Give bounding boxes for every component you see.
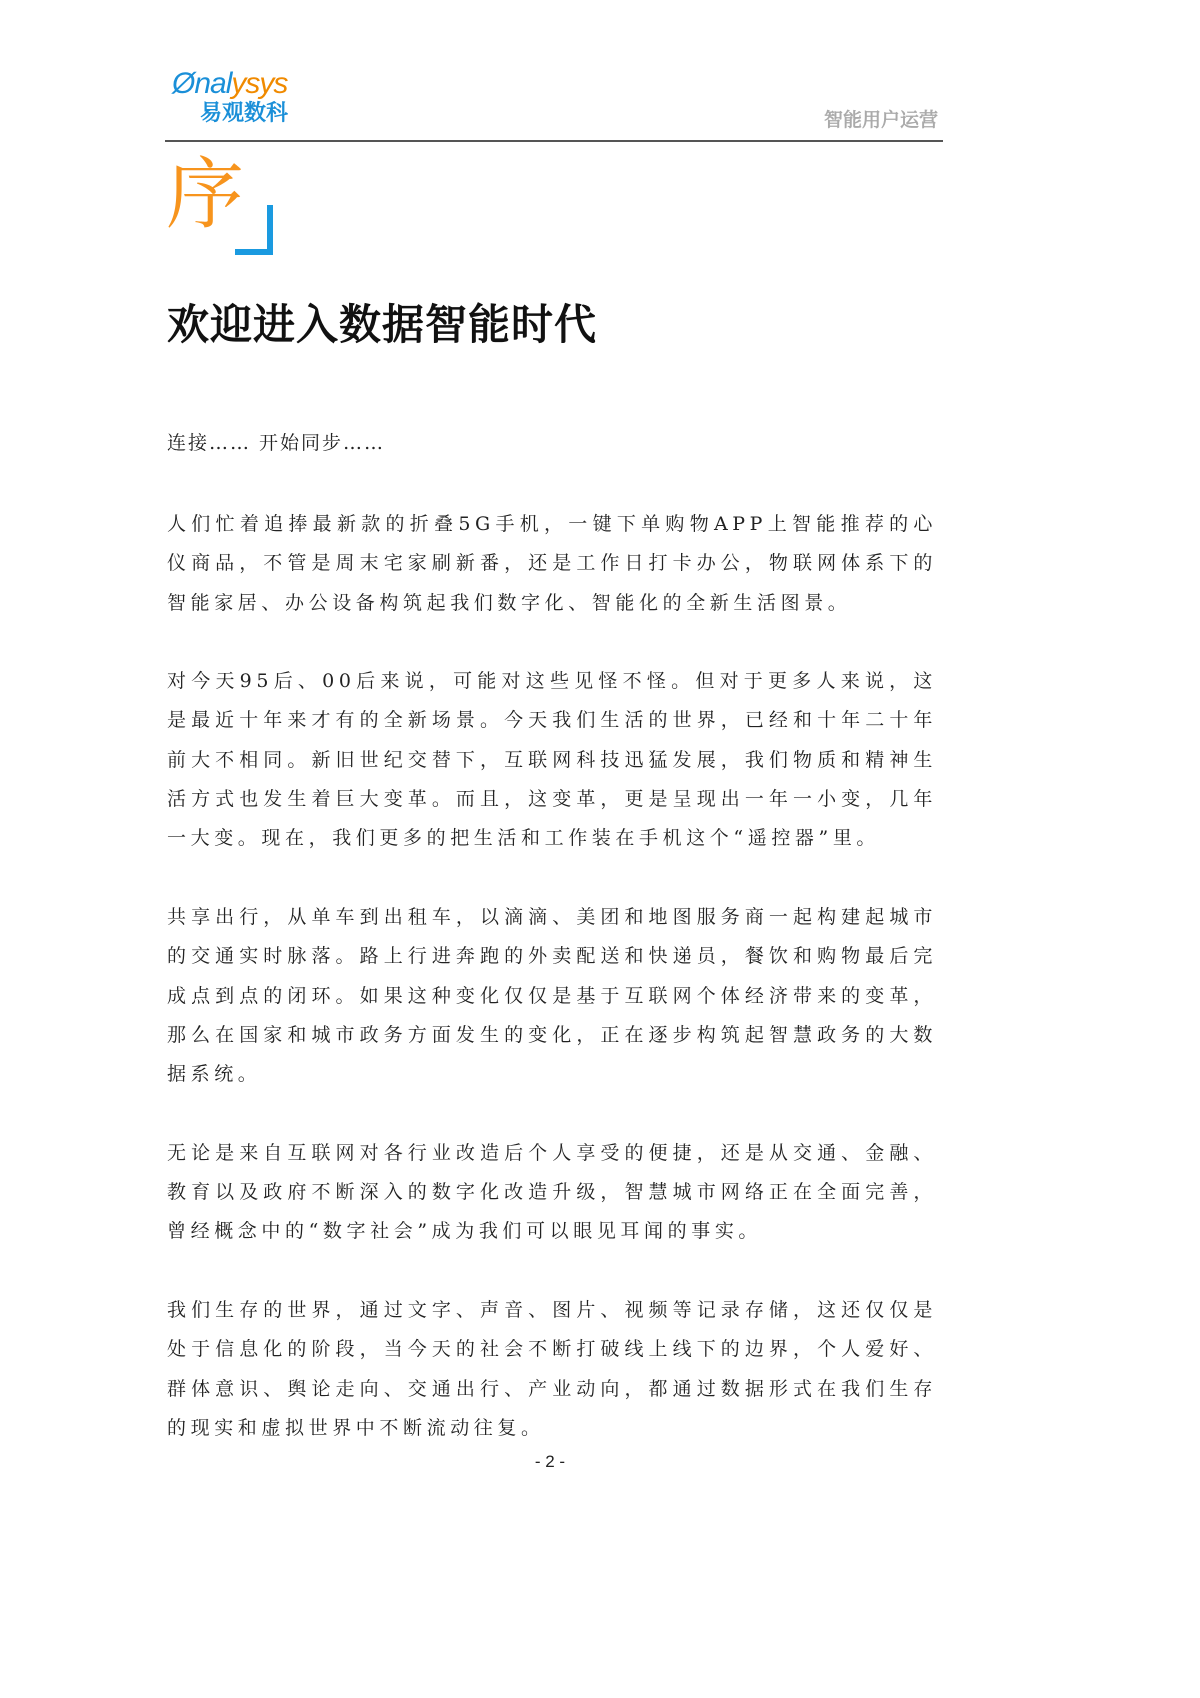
paragraph: 共享出行，从单车到出租车，以滴滴、美团和地图服务商一起构建起城市的交通实时脉落。路上行进奔跑的外卖配送和快递员，餐饮和购物最后完成点到点的闭环。如果这种变化仅仅是基于互联网个体经济带来的变革，那么在国家和城市政务方面发生的变化，正在逐步构筑起智慧政务的大数据系统。 <box>167 905 937 1086</box>
page-title: 欢迎进入数据智能时代 <box>167 300 598 349</box>
corner-bracket-icon <box>235 205 273 255</box>
body-text <box>167 505 937 1487</box>
page-number: - 2 - <box>534 1452 566 1471</box>
logo-wordmark-prefix: Ønal <box>172 67 232 100</box>
header-divider <box>165 140 943 142</box>
intro-text: 连接…… 开始同步…… <box>167 432 386 454</box>
logo-chinese-name: 易观数科 <box>200 101 289 126</box>
paragraph: 人们忙着追捧最新款的折叠5G手机，一键下单购物APP上智能推荐的心仪商品，不管是周末宅家刷新番，还是工作日打卡办公，物联网体系下的智能家居、办公设备构筑起我们数字化、智能化的全新生活图景。 <box>167 513 937 614</box>
logo-wordmark <box>172 68 312 100</box>
section-label: 智能用户运营 <box>823 109 938 131</box>
paragraph: 对今天95后、00后来说，可能对这些见怪不怪。但对于更多人来说，这是最近十年来才有的全新场景。今天我们生活的世界，已经和十年二十年前大不相同。新旧世纪交替下，互联网科技迅猛发展，我们物质和精神生活方式也发生着巨大变革。而且，这变革，更是呈现出一年一小变，几年一大变。现在，我们更多的把生活和工作装在手机这个“遥控器”里。 <box>167 670 937 850</box>
chapter-mark: 序 <box>166 150 245 240</box>
company-logo <box>172 68 312 128</box>
paragraph: 无论是来自互联网对各行业改造后个人享受的便捷，还是从交通、金融、教育以及政府不断深入的数字化改造升级，智慧城市网络正在全面完善，曾经概念中的“数字社会”成为我们可以眼见耳闻的事实。 <box>167 1141 937 1243</box>
logo-wordmark-suffix: ysys <box>231 67 288 100</box>
paragraph: 我们生存的世界，通过文字、声音、图片、视频等记录存储，这还仅仅是处于信息化的阶段，当今天的社会不断打破线上线下的边界，个人爱好、群体意识、舆论走向、交通出行、产业动向，都通过数据形式在我们生存的现实和虚拟世界中不断流动往复。 <box>167 1298 937 1439</box>
